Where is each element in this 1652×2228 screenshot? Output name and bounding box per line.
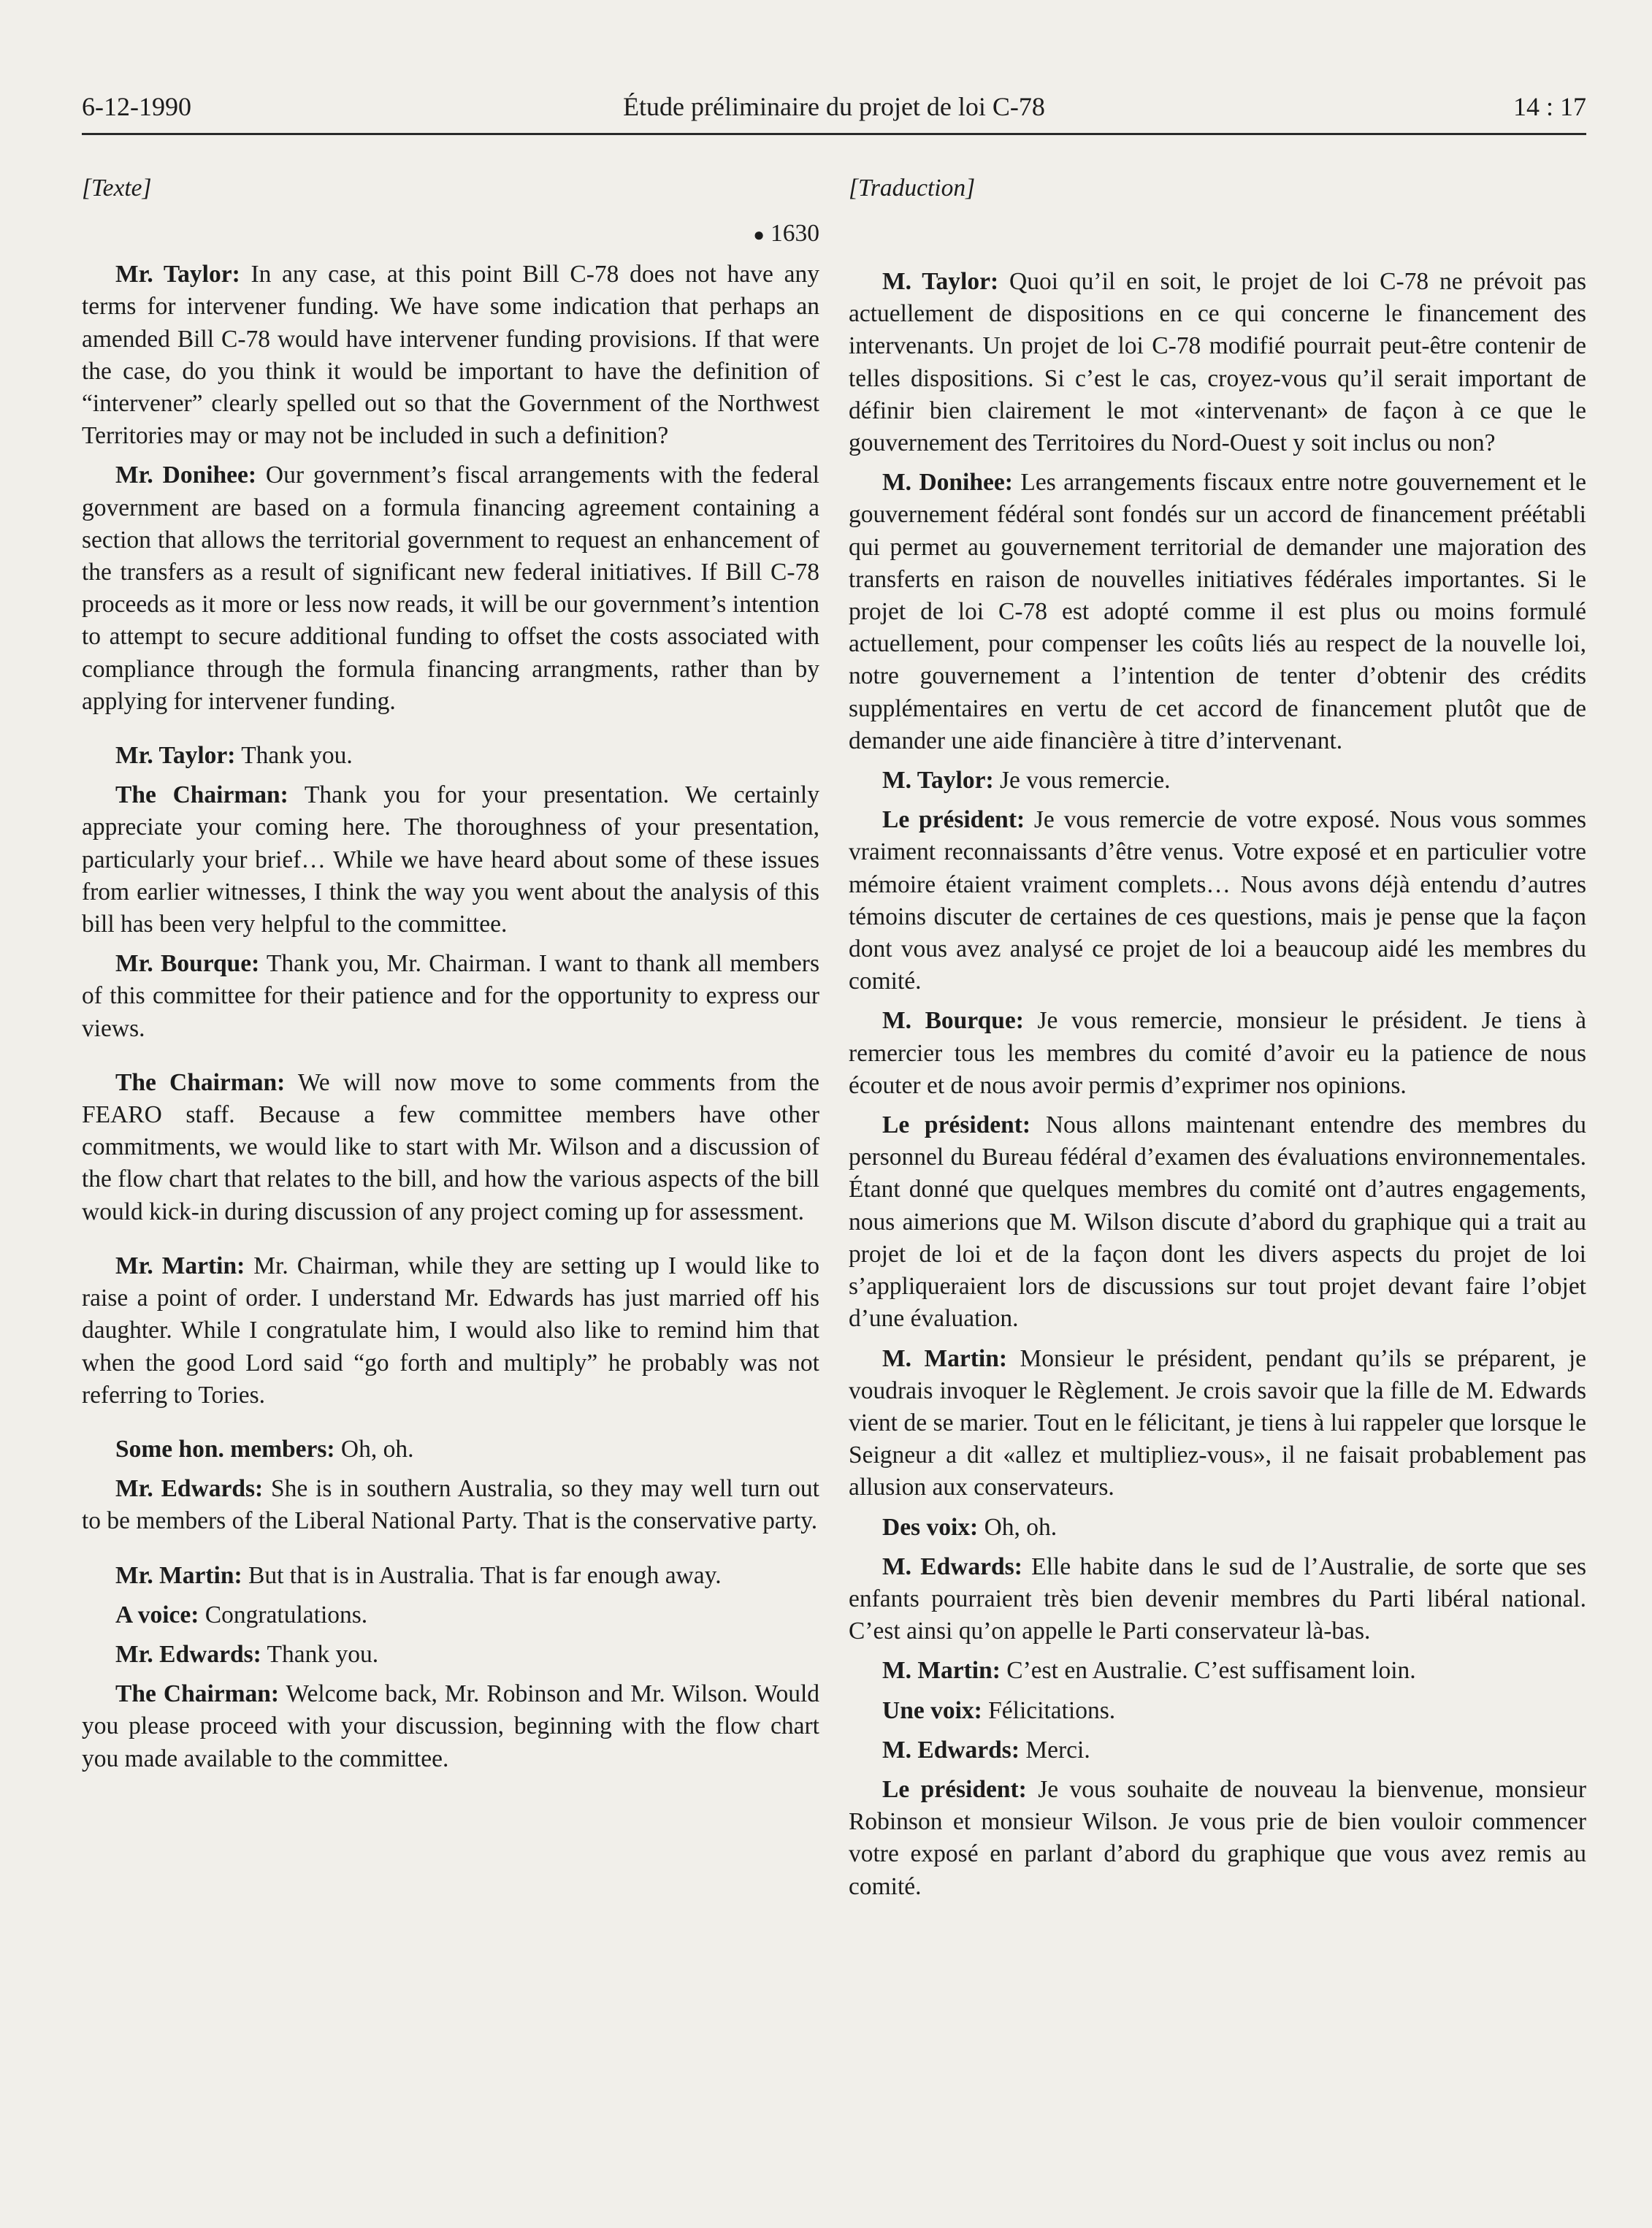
intervention-text: She is in southern Australia, so they may well turn out to be members of the Liberal National Party. That is the conservative party. [82, 1475, 819, 1535]
intervention-text: Thank you. [235, 742, 353, 770]
intervention-text: Thank you. [261, 1640, 379, 1668]
french-column [849, 172, 1586, 1910]
page-header [82, 86, 1586, 135]
intervention-text: Merci. [1019, 1736, 1090, 1764]
intervention-en [82, 1250, 819, 1412]
intervention-fr [849, 1774, 1586, 1903]
intervention-fr [849, 1695, 1586, 1727]
timestamp [82, 218, 819, 251]
intervention-text: Les arrangements fiscaux entre notre gouvernement et le gouvernement fédéral sont fondés sur un accord de financement préétabli qui permet au gouvernement territorial de demander une majoration des transferts en raison de nouvelles initiatives fédérales importantes. Si le projet de loi C-78 est adopté comme il est plus ou moins formulé actuellement, pour compenser les coûts liés au respect de la nouvelle loi, notre gouvernement a l’intention de tenter d’obtenir des crédits supplémentaires en vertu de cet accord de financement plutôt que de demander une aide financière à titre d’intervenant. [849, 469, 1587, 754]
intervention-text: Congratulations. [199, 1601, 368, 1628]
intervention-fr [849, 765, 1586, 797]
english-column [82, 172, 819, 1783]
speaker-name: Une voix: [882, 1696, 982, 1724]
speaker-name: The Chairman: [115, 1068, 286, 1096]
speaker-name: Mr. Edwards: [115, 1640, 261, 1668]
french-column-label: [Traduction] [849, 175, 976, 202]
speaker-name: Mr. Donihee: [115, 462, 257, 489]
intervention-en [82, 740, 819, 772]
intervention-text: Elle habite dans le sud de l’Australie, de sorte que ses enfants pourraient très bien devenir membres du Parti libéral national. C’est ainsi qu’on appelle le Parti conservateur là-bas. [849, 1553, 1586, 1645]
speaker-name: M. Taylor: [882, 767, 994, 795]
timestamp-value: 1630 [770, 220, 819, 247]
speaker-name: Mr. Martin: [115, 1561, 242, 1589]
speaker-name: Le président: [882, 1775, 1027, 1803]
header-date: 6-12-1990 [82, 92, 191, 121]
intervention-text: We will now move to some comments from the FEARO staff. Because a few committee members have other commitments, we would like to start with Mr. Wilson and a discussion of the flow chart that relates to the bill, and how the various aspects of the bill would kick-in during discussion of any project coming up for assessment. [82, 1068, 819, 1225]
intervention-en [82, 1433, 819, 1466]
intervention-text: C’est en Australie. C’est suffisament loin. [1000, 1657, 1416, 1685]
intervention-en [82, 1560, 819, 1592]
intervention-en [82, 1067, 819, 1228]
speaker-name: Some hon. members: [115, 1435, 335, 1463]
intervention-en [82, 259, 819, 452]
intervention-text: Quoi qu’il en soit, le projet de loi C-78 ne prévoit pas actuellement de dispositions en ce qui concerne le financement des intervenants. Un projet de loi C-78 modifié pourrait peut-être contenir de telles dispositions. Si c’est le cas, croyez-vous qu’il serait important de définir bien clairement le mot «intervenant» de façon à ce que le gouvernement des Territoires du Nord-Ouest y soit inclus ou non? [849, 268, 1586, 457]
intervention-text: Nous allons maintenant entendre des membres du personnel du Bureau fédéral d’examen des évaluations environnementales. Étant donné que quelques membres du comité ont d’autres engagements, nous aimerions que M. Wilson discute d’abord du graphique qui a trait au projet de loi et de la façon dont les divers aspects du projet de loi s’appliqueraient lors de discussions sur tout projet devant faire l’objet d’une évaluation. [849, 1111, 1586, 1333]
intervention-text: Mr. Chairman, while they are setting up I would like to raise a point of order. I understand Mr. Edwards has just married off his daughter. While I congratulate him, I would also like to remind him that when the good Lord said “go forth and multiply” he probably was not referring to Tories. [82, 1252, 820, 1409]
speaker-name: Mr. Martin: [115, 1252, 245, 1279]
intervention-en [82, 948, 819, 1045]
intervention-text: In any case, at this point Bill C-78 does not have any terms for intervener funding. We have some indication that perhaps an amended Bill C-78 would have intervener funding provisions. If that were the case, do you think it would be important to have the definition of “intervener” clearly spelled out so that the Government of the Northwest Territories may or may not be included in such a definition? [82, 261, 819, 450]
intervention-fr [849, 1109, 1586, 1335]
intervention-fr [849, 804, 1586, 998]
intervention-en [82, 779, 819, 941]
intervention-text: Thank you for your presentation. We certainly appreciate your coming here. The thoroughness of your presentation, particularly your brief… While we have heard about some of these issues from earlier witnesses, I think the way you went about the analysis of this bill has been very helpful to the committee. [82, 781, 819, 938]
intervention-fr [849, 266, 1586, 459]
intervention-text: Welcome back, Mr. Robinson and Mr. Wilson. Would you please proceed with your discussion, beginning with the flow chart you made available to the committee. [82, 1680, 819, 1772]
speaker-name: Le président: [882, 806, 1025, 834]
bullet-icon: ● [753, 224, 765, 245]
intervention-en [82, 1639, 819, 1671]
header-title: Étude préliminaire du projet de loi C-78 [623, 92, 1045, 121]
intervention-fr [849, 467, 1586, 757]
intervention-text: But that is in Australia. That is far enough away. [242, 1561, 722, 1589]
intervention-fr [849, 1734, 1586, 1766]
intervention-text: Monsieur le président, pendant qu’ils se préparent, je voudrais invoquer le Règlement. Je crois savoir que la fille de M. Edwards vient de se marier. Tout en le félicitant, je tiens à lui rappeler que lorsque le Seigneur a dit «allez et multipliez-vous», il ne faisait probablement pas allusion aux conservateurs. [849, 1344, 1586, 1501]
intervention-text: Oh, oh. [334, 1435, 414, 1463]
intervention-text: Oh, oh. [978, 1513, 1058, 1541]
intervention-text: Félicitations. [982, 1696, 1116, 1724]
speaker-name: M. Donihee: [882, 469, 1013, 497]
intervention-en [82, 1678, 819, 1775]
intervention-en [82, 459, 819, 718]
speaker-name: Mr. Taylor: [115, 261, 240, 288]
intervention-text: Je vous souhaite de nouveau la bienvenue, monsieur Robinson et monsieur Wilson. Je vous prie de bien vouloir commencer votre exposé en parlant d’abord du graphique que vous avez remis au comité. [849, 1775, 1586, 1900]
english-column-label: [Texte] [82, 175, 152, 202]
speaker-name: M. Edwards: [882, 1553, 1022, 1580]
intervention-en [82, 1599, 819, 1631]
speaker-name: Des voix: [882, 1513, 979, 1541]
intervention-fr [849, 1343, 1586, 1504]
speaker-name: Mr. Bourque: [115, 950, 260, 978]
intervention-fr [849, 1512, 1586, 1544]
intervention-fr [849, 1551, 1586, 1648]
speaker-name: M. Bourque: [882, 1007, 1024, 1035]
intervention-text: Our government’s fiscal arrangements with the federal government are based on a formula financing agreement containing a section that allows the territorial government to request an enhancement of the transfers as a result of significant new federal initiatives. If Bill C-78 proceeds as it more or less now reads, it will be our government’s intention to attempt to secure additional funding to offset the costs associated with compliance through the formula financing arrangments, rather than by applying for intervener funding. [82, 462, 819, 715]
speaker-name: M. Martin: [882, 1344, 1007, 1372]
speaker-name: Le président: [882, 1111, 1031, 1139]
intervention-text: Je vous remercie de votre exposé. Nous vous sommes vraiment reconnaissants d’être venus. Votre exposé et en particulier votre mémoire étaient vraiment complets… Nous avons déjà entendu d’autres témoins discuter de certaines de ces questions, mais je pense que la façon dont vous avez analysé ce projet de loi a beaucoup aidé les membres du comité. [849, 806, 1586, 995]
header-page-number: 14 : 17 [1513, 92, 1586, 121]
speaker-name: Mr. Taylor: [115, 742, 236, 770]
intervention-text: Je vous remercie, monsieur le président. Je tiens à remercier tous les membres du comité d’avoir eu la patience de nous écouter et de nous avoir permis d’exprimer nos opinions. [849, 1007, 1586, 1099]
speaker-name: The Chairman: [115, 1680, 280, 1708]
speaker-name: The Chairman: [115, 781, 288, 809]
speaker-name: M. Martin: [882, 1657, 1001, 1685]
intervention-text: Je vous remercie. [993, 767, 1171, 795]
intervention-fr [849, 1005, 1586, 1102]
speaker-name: M. Edwards: [882, 1736, 1020, 1764]
speaker-name: Mr. Edwards: [115, 1475, 264, 1503]
speaker-name: M. Taylor: [882, 268, 999, 295]
intervention-text: Thank you, Mr. Chairman. I want to thank all members of this committee for their patience and for the opportunity to express our views. [82, 950, 819, 1042]
intervention-en [82, 1473, 819, 1537]
speaker-name: A voice: [115, 1601, 199, 1628]
intervention-fr [849, 1655, 1586, 1687]
